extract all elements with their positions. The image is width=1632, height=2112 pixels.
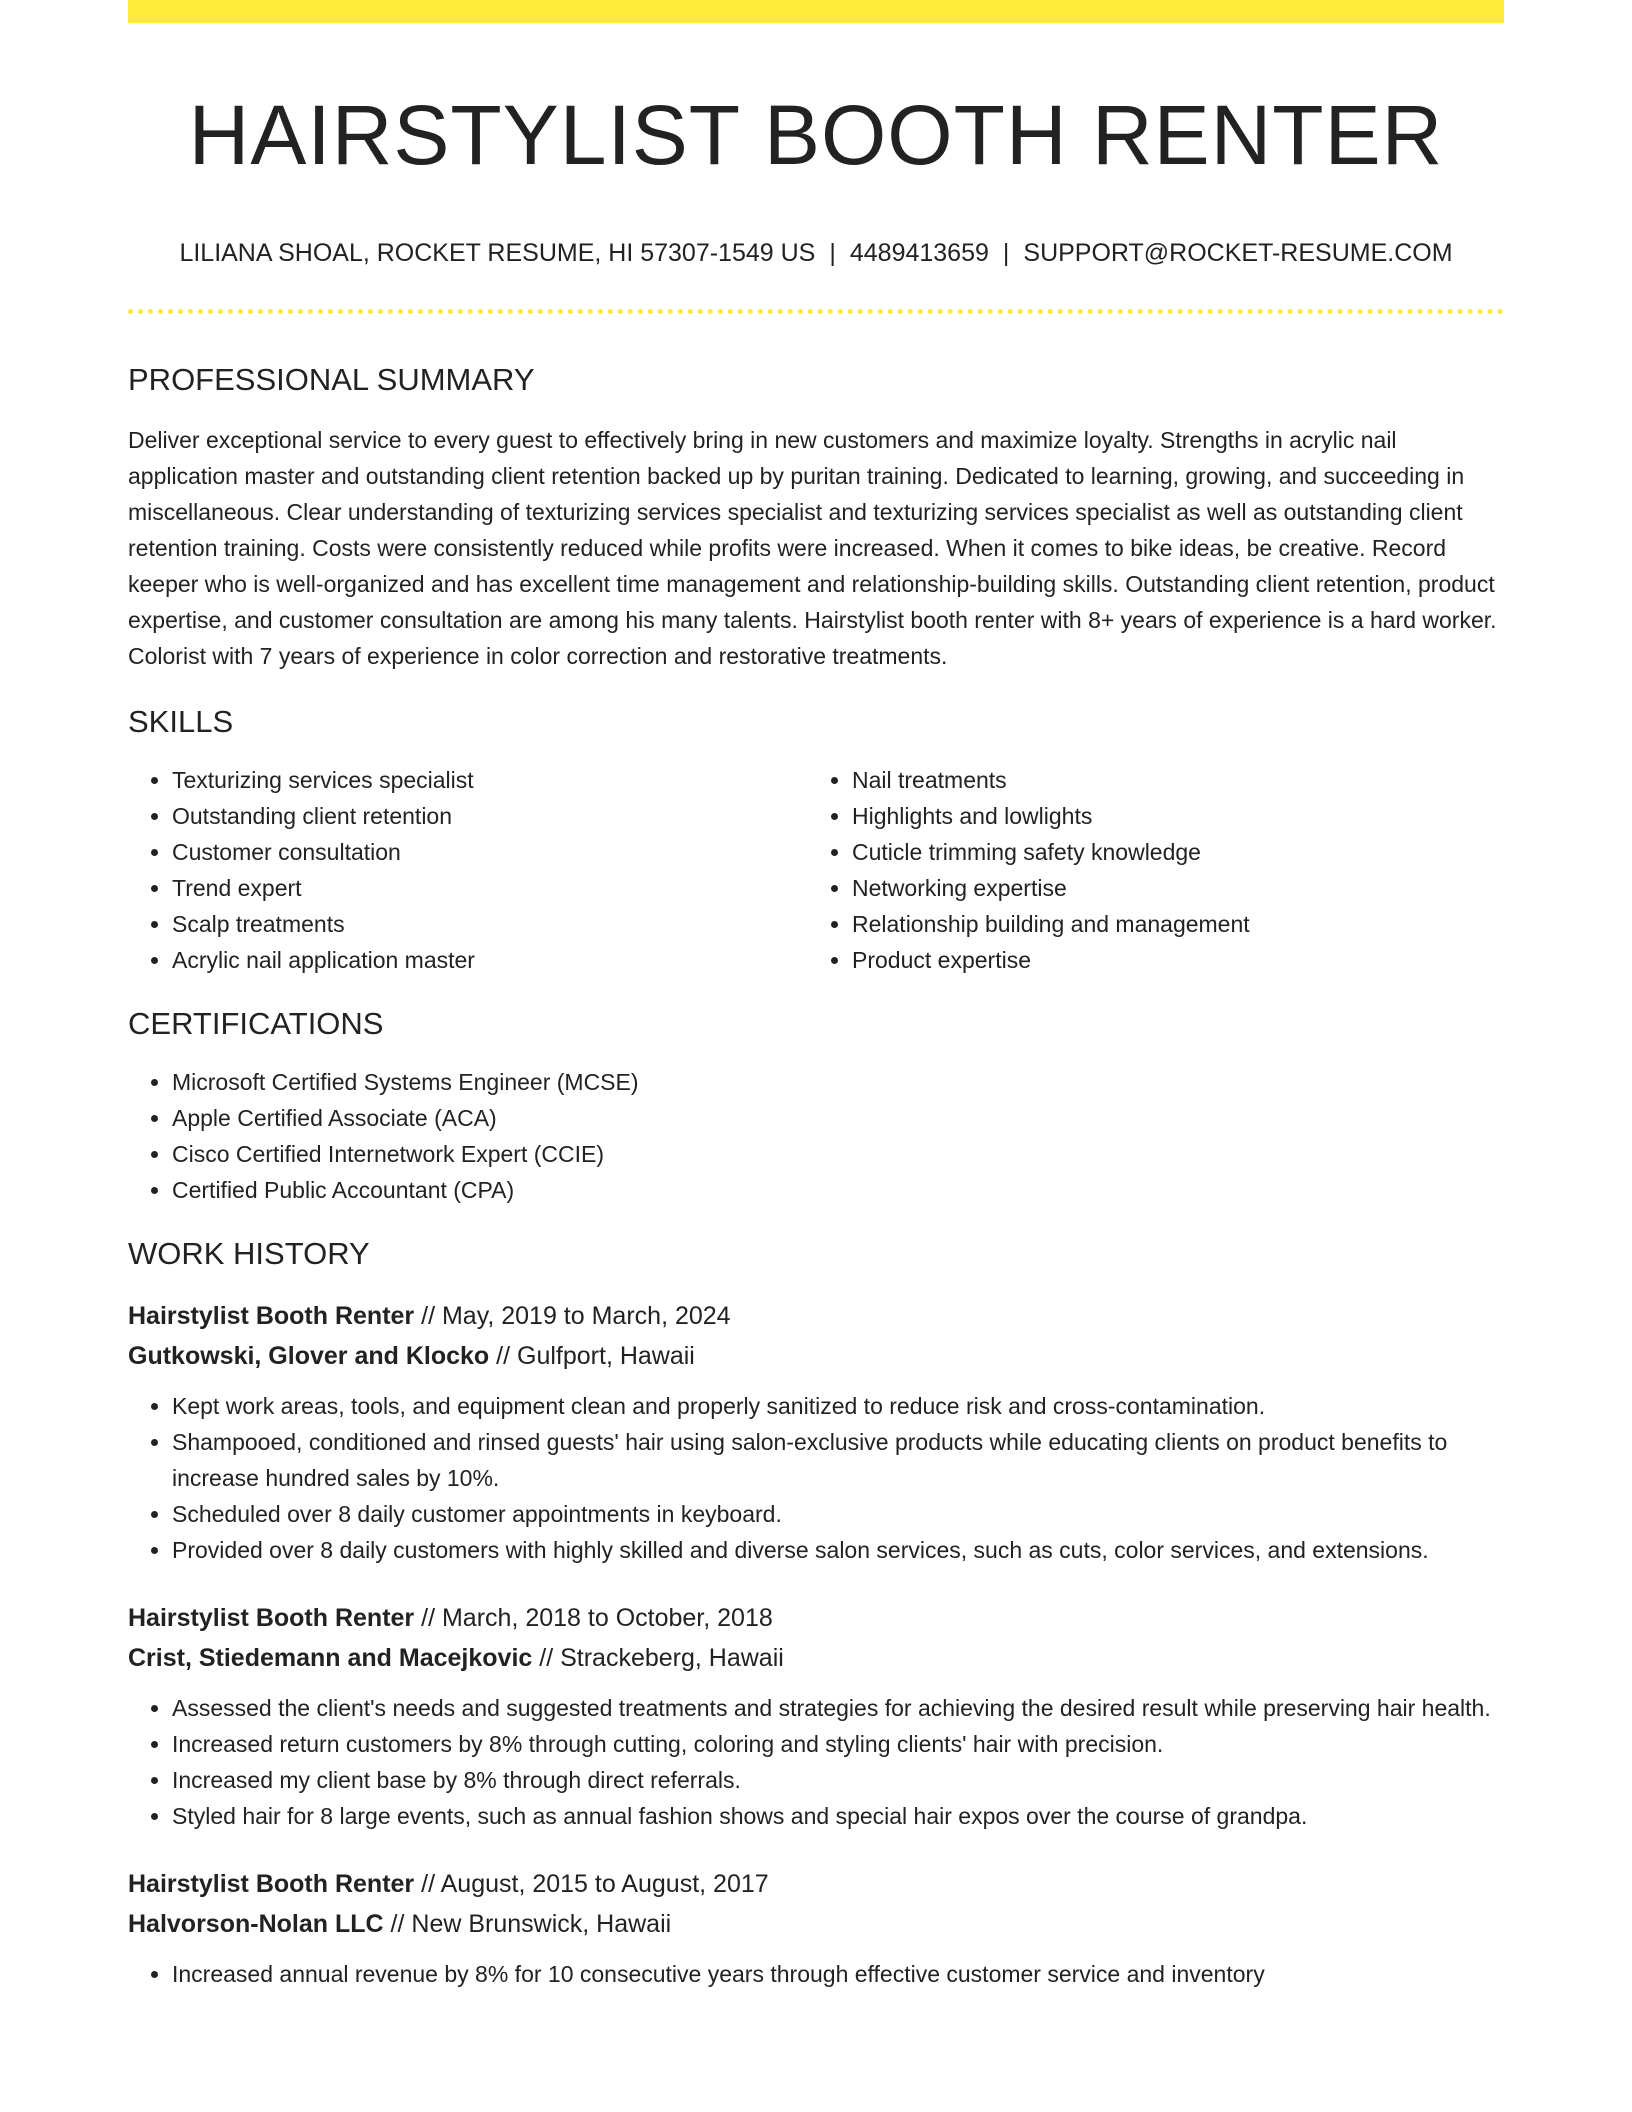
- job-dates: May, 2019 to March, 2024: [441, 1302, 731, 1330]
- dotted-divider: [128, 309, 1504, 314]
- certification-item: • Microsoft Certified Systems Engineer (MCSE): [172, 1064, 1504, 1100]
- job-location: Gulfport, Hawaii: [517, 1342, 695, 1370]
- certification-item: • Cisco Certified Internetwork Expert (CCIE): [172, 1136, 1504, 1172]
- job-title-line: [128, 1296, 1504, 1336]
- job-title-line: [128, 1598, 1504, 1638]
- job-bullet: • Shampooed, conditioned and rinsed guests' hair using salon-exclusive products while educating clients on product benefits to increase hundred sales by 10%.: [172, 1424, 1504, 1496]
- job-title: Hairstylist Booth Renter: [128, 1302, 415, 1330]
- skill-item: • Relationship building and management: [852, 906, 1484, 942]
- skill-item: • Product expertise: [852, 942, 1484, 978]
- job-title-line: [128, 1864, 1504, 1904]
- certification-item: • Apple Certified Associate (ACA): [172, 1100, 1504, 1136]
- job-entry: [128, 1598, 1504, 1834]
- job-bullet: • Kept work areas, tools, and equipment clean and properly sanitized to reduce risk and cross-contamination.: [172, 1388, 1504, 1424]
- skill-item: • Networking expertise: [852, 870, 1484, 906]
- job-bullets: [128, 1690, 1504, 1834]
- job-entry: [128, 1296, 1504, 1568]
- job-bullets: [128, 1956, 1504, 1992]
- job-separator: //: [421, 1604, 436, 1632]
- skill-item: • Highlights and lowlights: [852, 798, 1484, 834]
- skills-heading: SKILLS: [128, 704, 234, 739]
- skill-item: • Trend expert: [172, 870, 804, 906]
- top-accent-bar: [128, 0, 1504, 23]
- skill-item: • Customer consultation: [172, 834, 804, 870]
- job-separator: //: [421, 1302, 436, 1330]
- job-bullet: • Assessed the client's needs and suggested treatments and strategies for achieving the desired result while preserving hair health.: [172, 1690, 1504, 1726]
- contact-separator: |: [829, 239, 836, 267]
- job-separator: //: [421, 1870, 436, 1898]
- skill-item: • Cuticle trimming safety knowledge: [852, 834, 1484, 870]
- certification-item: • Certified Public Accountant (CPA): [172, 1172, 1504, 1208]
- summary-heading: PROFESSIONAL SUMMARY: [128, 362, 535, 397]
- job-separator: //: [496, 1342, 511, 1370]
- skill-item: • Acrylic nail application master: [172, 942, 804, 978]
- skill-item: • Nail treatments: [852, 762, 1484, 798]
- work-history-heading: WORK HISTORY: [128, 1236, 370, 1271]
- job-company: Halvorson-Nolan LLC: [128, 1910, 384, 1938]
- job-company: Crist, Stiedemann and Macejkovic: [128, 1644, 533, 1672]
- job-bullet: • Increased return customers by 8% through cutting, coloring and styling clients' hair with precision.: [172, 1726, 1504, 1762]
- skills-list-left: [128, 762, 804, 978]
- job-dates: March, 2018 to October, 2018: [441, 1604, 773, 1632]
- resume-title: HAIRSTYLIST BOOTH RENTER: [188, 88, 1444, 182]
- job-location: New Brunswick, Hawaii: [411, 1910, 672, 1938]
- job-dates: August, 2015 to August, 2017: [440, 1870, 769, 1898]
- job-company-line: [128, 1638, 1504, 1678]
- job-bullet: • Increased my client base by 8% through direct referrals.: [172, 1762, 1504, 1798]
- job-location: Strackeberg, Hawaii: [560, 1644, 784, 1672]
- skills-grid: [128, 762, 1504, 978]
- job-separator: //: [539, 1644, 554, 1672]
- certifications-list: [128, 1064, 1504, 1208]
- resume-page: [128, 0, 1504, 1992]
- contact-phone: 4489413659: [849, 239, 989, 267]
- job-separator: //: [390, 1910, 405, 1938]
- job-entry: [128, 1864, 1504, 1992]
- contact-line: [128, 237, 1504, 269]
- job-bullet: • Increased annual revenue by 8% for 10 consecutive years through effective customer service and inventory: [172, 1956, 1504, 1992]
- job-company-line: [128, 1904, 1504, 1944]
- job-title: Hairstylist Booth Renter: [128, 1870, 415, 1898]
- skills-list-right: [804, 762, 1484, 978]
- certifications-heading: CERTIFICATIONS: [128, 1006, 384, 1041]
- skill-item: • Scalp treatments: [172, 906, 804, 942]
- job-title: Hairstylist Booth Renter: [128, 1604, 415, 1632]
- contact-address: LILIANA SHOAL, ROCKET RESUME, HI 57307-1549 US: [179, 239, 816, 267]
- skill-item: • Texturizing services specialist: [172, 762, 804, 798]
- job-bullets: [128, 1388, 1504, 1568]
- job-bullet: • Styled hair for 8 large events, such as annual fashion shows and special hair expos over the course of grandpa.: [172, 1798, 1504, 1834]
- job-company-line: [128, 1336, 1504, 1376]
- contact-separator: |: [1002, 239, 1010, 267]
- job-company: Gutkowski, Glover and Klocko: [128, 1342, 490, 1370]
- job-bullet: • Provided over 8 daily customers with highly skilled and diverse salon services, such as cuts, color services, and extensions.: [172, 1532, 1504, 1568]
- skill-item: • Outstanding client retention: [172, 798, 804, 834]
- job-bullet: • Scheduled over 8 daily customer appointments in keyboard.: [172, 1496, 1504, 1532]
- summary-text: Deliver exceptional service to every guest to effectively bring in new customers and maximize loyalty. Strengths in acrylic nail application master and outstanding client retention backed up by puritan training. Dedicated to learning, growing, and succeeding in miscellaneous. Clear understanding of texturizing services specialist and texturizing services specialist as well as outstanding client retention training. Costs were consistently reduced while profits were increased. When it comes to bike ideas, be creative. Record keeper who is well-organized and has excellent time management and relationship-building skills. Outstanding client retention, product expertise, and customer consultation are among his many talents. Hairstylist booth renter with 8+ years of experience is a hard worker. Colorist with 7 years of experience in color correction and restorative treatments.: [128, 427, 1497, 669]
- contact-email: SUPPORT@ROCKET-RESUME.COM: [1023, 239, 1453, 267]
